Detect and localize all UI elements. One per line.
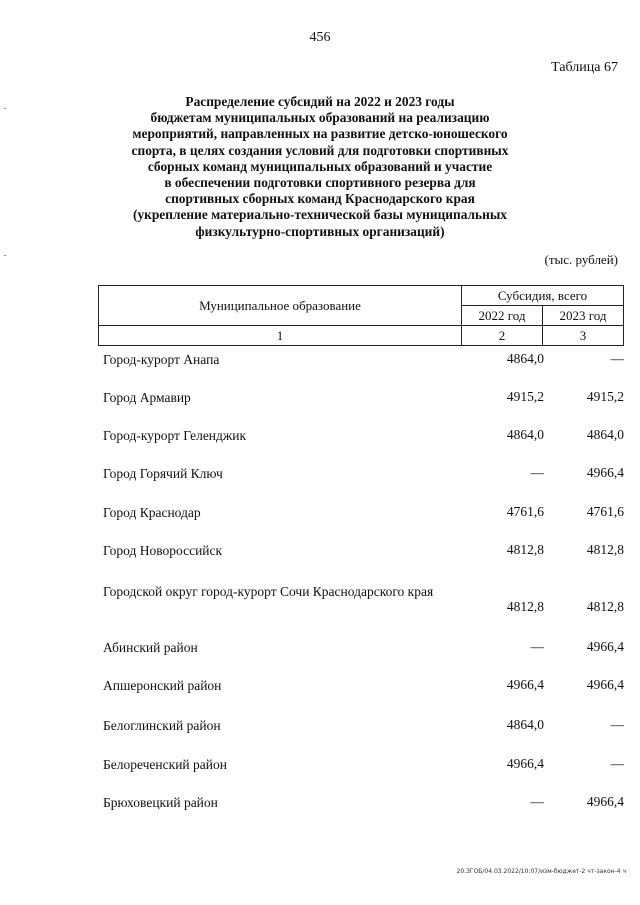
value-2023: — — [610, 717, 624, 732]
title-line: мероприятий, направленных на развитие детско-юношеского — [132, 126, 508, 142]
municipality-name: Город Краснодар — [103, 505, 201, 520]
title-line: бюджетам муниципальных образований на реализацию — [150, 110, 490, 126]
value-2022: 4915,2 — [506, 389, 544, 404]
value-2023: 4864,0 — [586, 427, 624, 442]
value-2022: 4812,8 — [506, 542, 544, 557]
value-2022: 4761,6 — [506, 504, 544, 519]
units-label: (тыс. рублей) — [544, 252, 618, 267]
scan-mark — [4, 108, 6, 109]
value-2023: 4966,4 — [586, 465, 624, 480]
municipality-name: Город-курорт Геленджик — [103, 428, 247, 443]
value-2023: 4966,4 — [586, 639, 624, 654]
header-subsidy-total: Субсидия, всего — [462, 286, 624, 306]
document-footer: 20.ЗГОБ/04.03.2022/10:07/изм-бюджет-2 чт-закон-4 ч — [456, 868, 626, 875]
municipality-name: Город Новороссийск — [103, 543, 223, 558]
value-2022: 4966,4 — [506, 756, 544, 771]
header-num-3: 3 — [543, 326, 624, 346]
municipality-name: Апшеронский район — [103, 678, 222, 693]
scan-mark — [4, 255, 6, 256]
value-2023: 4966,4 — [586, 677, 624, 692]
municipality-name: Абинский район — [103, 640, 198, 655]
title-line: сборных команд муниципальных образований и участие — [147, 158, 493, 174]
value-2023: 4966,4 — [586, 794, 624, 809]
page-number: 456 — [309, 30, 331, 45]
value-2023: 4812,8 — [586, 599, 624, 614]
header-municipality: Муниципальное образование — [99, 286, 462, 326]
municipality-name: Городской округ город-курорт Сочи Краснодарского края — [103, 584, 434, 599]
value-2023: 4812,8 — [586, 542, 624, 557]
value-2022: — — [530, 465, 544, 480]
value-2023: 4915,2 — [586, 389, 624, 404]
header-2022: 2022 год — [462, 306, 543, 326]
value-2022: 4966,4 — [506, 677, 544, 692]
title-line: в обеспечении подготовки спортивного резерва для — [164, 175, 476, 191]
municipality-name: Брюховецкий район — [103, 795, 218, 810]
municipality-name: Город Армавир — [103, 390, 191, 405]
municipality-name: Белоглинский район — [103, 718, 221, 733]
table-header — [98, 285, 624, 346]
header-num-2: 2 — [462, 326, 543, 346]
header-2023: 2023 год — [543, 306, 624, 326]
value-2022: — — [530, 639, 544, 654]
value-2022: 4864,0 — [506, 351, 544, 366]
value-2022: — — [530, 794, 544, 809]
municipality-name: Город Горячий Ключ — [103, 466, 223, 481]
title-line: Распределение субсидий на 2022 и 2023 годы — [185, 94, 455, 109]
value-2023: 4761,6 — [586, 504, 624, 519]
title-line: спорта, в целях создания условий для подготовки спортивных — [131, 142, 509, 158]
header-num-1: 1 — [99, 326, 462, 346]
value-2022: 4864,0 — [506, 427, 544, 442]
municipality-name: Город-курорт Анапа — [103, 352, 220, 367]
municipality-name: Белореченский район — [103, 757, 227, 772]
table-label: Таблица 67 — [551, 60, 618, 75]
value-2023: — — [610, 756, 624, 771]
value-2022: 4864,0 — [506, 717, 544, 732]
title-line: физкультурно-спортивных организаций) — [195, 223, 445, 239]
table-title — [130, 94, 510, 240]
value-2022: 4812,8 — [506, 599, 544, 614]
title-line: спортивных сборных команд Краснодарского края — [165, 191, 475, 207]
title-line: (укрепление материально-технической базы муниципальных — [132, 207, 507, 223]
value-2023: — — [610, 351, 624, 366]
